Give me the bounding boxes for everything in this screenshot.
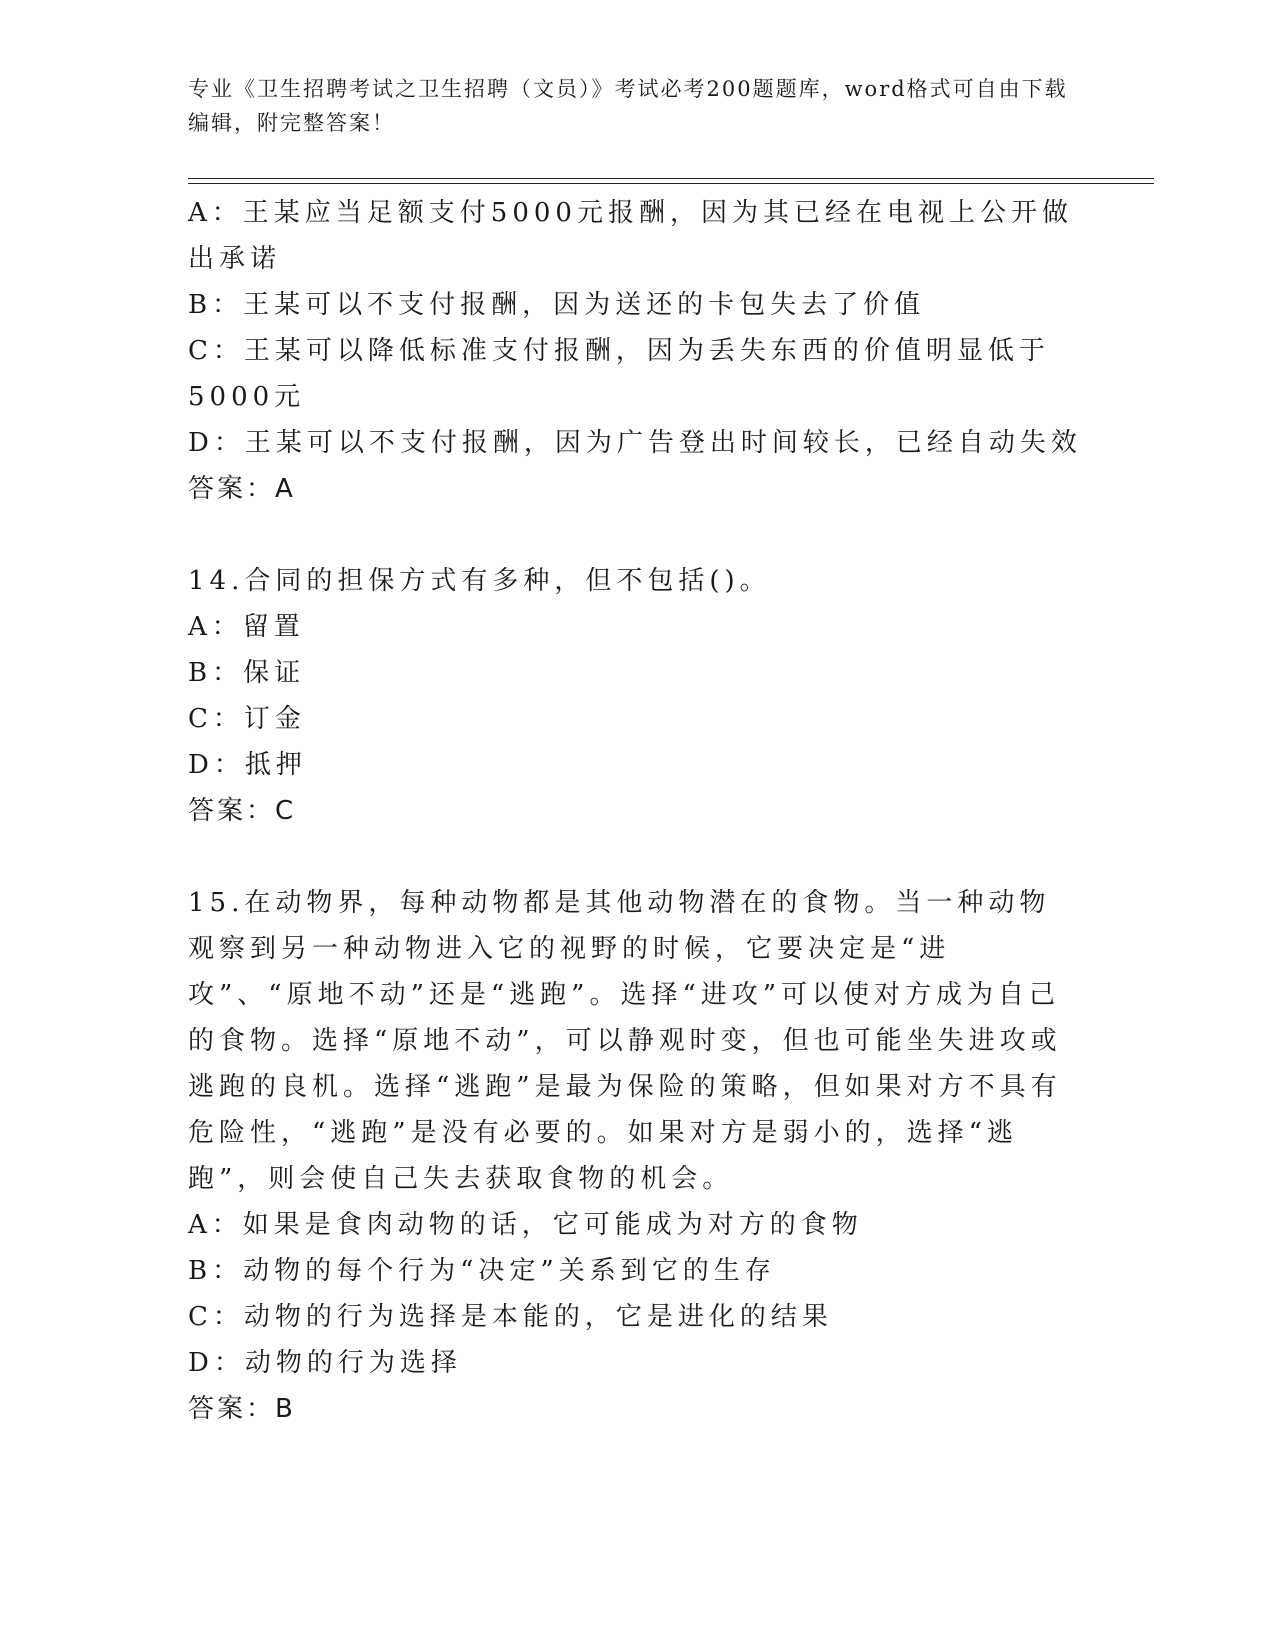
option-d: D：抵押 (188, 750, 307, 780)
answer-line: 答案：C (188, 796, 297, 826)
option-a: A：王某应当足额支付5000元报酬，因为其已经在电视上公开做出承诺 (188, 198, 1073, 274)
spacer (188, 834, 1088, 880)
question-stem: 14.合同的担保方式有多种，但不包括()。 (188, 566, 771, 596)
header-divider-top (188, 178, 1154, 179)
option-d: D：动物的行为选择 (188, 1348, 462, 1378)
spacer (188, 512, 1088, 558)
option-c: C：订金 (188, 704, 306, 734)
option-d: D：王某可以不支付报酬，因为广告登出时间较长，已经自动失效 (188, 428, 1082, 458)
option-b: B：王某可以不支付报酬，因为送还的卡包失去了价值 (188, 290, 926, 320)
header-divider-bottom (188, 183, 1154, 184)
answer-line: 答案：B (188, 1394, 296, 1424)
page-header: 专业《卫生招聘考试之卫生招聘（文员）》考试必考200题题库，word格式可自由下载编辑，附完整答案！ (188, 77, 1068, 135)
question-13 (188, 190, 1088, 512)
option-c: C：动物的行为选择是本能的，它是进化的结果 (188, 1302, 833, 1332)
question-14 (188, 558, 1088, 834)
question-stem: 15.在动物界，每种动物都是其他动物潜在的食物。当一种动物观察到另一种动物进入它的视野的时候，它要决定是“进攻”、“原地不动”还是“逃跑”。选择“进攻”可以使对方成为自己的食物。选择“原地不动”，可以静观时变，但也可能坐失进攻或逃跑的良机。选择“逃跑”是最为保险的策略，但如果对方不具有危险性，“逃跑”是没有必要的。如果对方是弱小的，选择“逃跑”，则会使自己失去获取食物的机会。 (188, 888, 1062, 1194)
option-c: C：王某可以降低标准支付报酬，因为丢失东西的价值明显低于5000元 (188, 336, 1050, 412)
option-b: B：动物的每个行为“决定”关系到它的生存 (188, 1256, 776, 1286)
answer-line: 答案：A (188, 474, 296, 504)
option-a: A：如果是食肉动物的话，它可能成为对方的食物 (188, 1210, 863, 1240)
option-a: A：留置 (188, 612, 305, 642)
question-15 (188, 880, 1088, 1432)
option-b: B：保证 (188, 658, 306, 688)
question-content (188, 190, 1088, 1432)
